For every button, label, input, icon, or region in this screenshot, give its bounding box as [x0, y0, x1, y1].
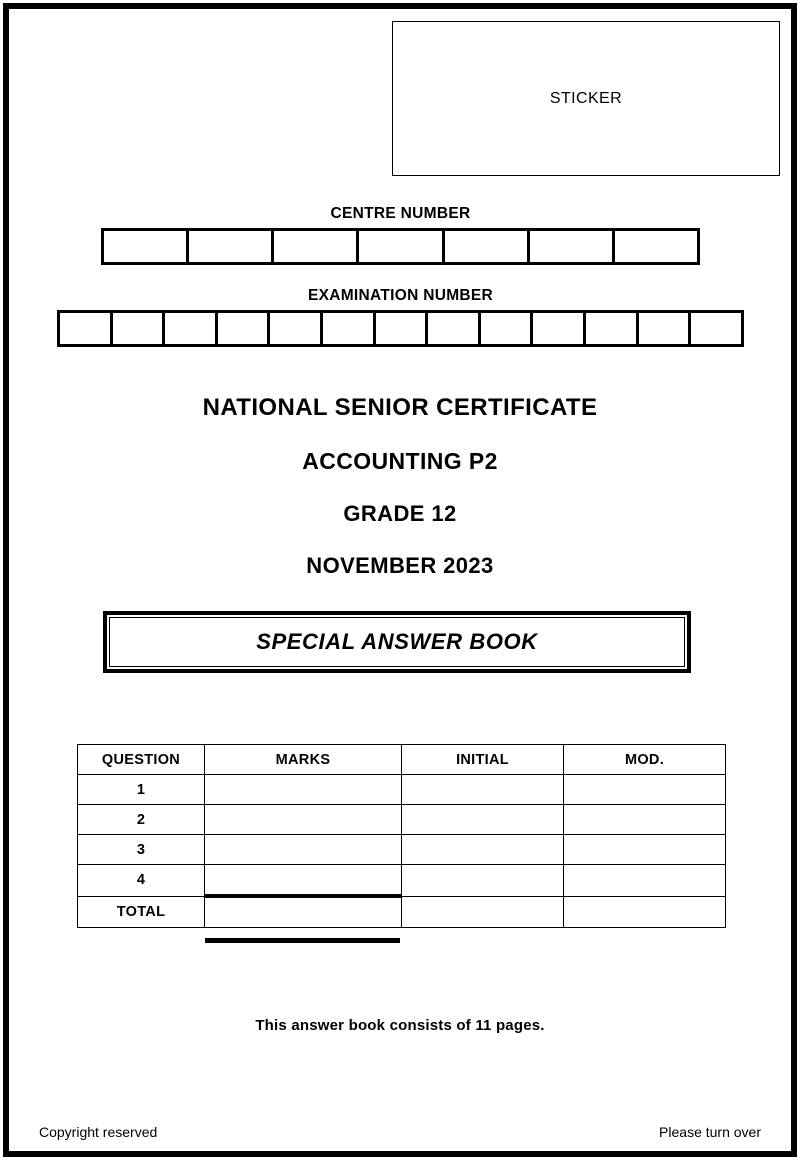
examination-number-cell-4[interactable] [218, 313, 271, 344]
banner-inner-border [109, 617, 685, 667]
total-double-rule [205, 938, 400, 943]
cell-question-2: 2 [78, 805, 205, 835]
certificate-title: NATIONAL SENIOR CERTIFICATE [202, 394, 598, 421]
page-footer [39, 1124, 761, 1140]
table-row [78, 835, 726, 865]
examination-number-cell-13[interactable] [691, 313, 741, 344]
examination-number-cell-1[interactable] [60, 313, 113, 344]
examination-number-cell-2[interactable] [113, 313, 166, 344]
copyright-note: Copyright reserved [39, 1124, 158, 1140]
centre-number-cell-1[interactable] [104, 231, 189, 262]
sticker-label: STICKER [549, 89, 623, 107]
examination-number-cell-6[interactable] [323, 313, 376, 344]
banner-label: SPECIAL ANSWER BOOK [256, 629, 538, 654]
examination-number-block [57, 287, 744, 347]
centre-number-cell-2[interactable] [189, 231, 274, 262]
centre-number-cell-4[interactable] [359, 231, 444, 262]
subject-title: ACCOUNTING P2 [302, 448, 498, 474]
cell-initial-4[interactable] [402, 865, 564, 897]
marks-table-body [78, 775, 726, 928]
table-row [78, 805, 726, 835]
cell-question-1: 1 [78, 775, 205, 805]
centre-number-cell-5[interactable] [445, 231, 530, 262]
centre-number-block [101, 205, 700, 265]
examination-number-cell-5[interactable] [270, 313, 323, 344]
cell-marks-4[interactable] [205, 865, 402, 897]
turn-over-note: Please turn over [659, 1124, 761, 1140]
title-block [9, 394, 791, 579]
centre-number-boxes[interactable] [101, 228, 700, 265]
centre-number-cell-7[interactable] [615, 231, 697, 262]
table-row-total [78, 896, 726, 928]
cell-mod-3[interactable] [564, 835, 726, 865]
cell-question-5: TOTAL [78, 896, 205, 928]
cell-initial-1[interactable] [402, 775, 564, 805]
sticker-box [392, 21, 780, 176]
cell-initial-2[interactable] [402, 805, 564, 835]
cell-marks-3[interactable] [205, 835, 402, 865]
examination-number-label: EXAMINATION NUMBER [307, 287, 494, 304]
page-count-note: This answer book consists of 11 pages. [255, 1017, 545, 1034]
cell-question-4: 4 [78, 865, 205, 897]
cell-mod-4[interactable] [564, 865, 726, 897]
centre-number-cell-3[interactable] [274, 231, 359, 262]
table-header-row [78, 745, 726, 775]
centre-number-cell-6[interactable] [530, 231, 615, 262]
cell-mod-1[interactable] [564, 775, 726, 805]
page-content [9, 9, 791, 1151]
table-row [78, 775, 726, 805]
page-border-frame [3, 3, 797, 1157]
examination-number-cell-10[interactable] [533, 313, 586, 344]
header-mod: MOD. [564, 745, 726, 775]
header-question: QUESTION [78, 745, 205, 775]
examination-number-cell-7[interactable] [376, 313, 429, 344]
table-row [78, 865, 726, 897]
cell-question-3: 3 [78, 835, 205, 865]
special-answer-book-banner [103, 611, 691, 673]
marks-table-wrap [77, 744, 725, 928]
examination-number-cell-11[interactable] [586, 313, 639, 344]
examination-number-cell-12[interactable] [639, 313, 692, 344]
marks-summary-table [77, 744, 726, 928]
header-initial: INITIAL [402, 745, 564, 775]
exam-session-title: NOVEMBER 2023 [306, 553, 494, 578]
cell-marks-2[interactable] [205, 805, 402, 835]
cell-mod-5[interactable] [564, 896, 726, 928]
cell-initial-5[interactable] [402, 896, 564, 928]
cell-marks-5[interactable] [205, 896, 402, 928]
grade-title: GRADE 12 [343, 501, 457, 526]
cell-marks-1[interactable] [205, 775, 402, 805]
examination-number-cell-8[interactable] [428, 313, 481, 344]
examination-number-cell-3[interactable] [165, 313, 218, 344]
cell-mod-2[interactable] [564, 805, 726, 835]
cell-initial-3[interactable] [402, 835, 564, 865]
examination-number-boxes[interactable] [57, 310, 744, 347]
header-marks: MARKS [205, 745, 402, 775]
examination-number-cell-9[interactable] [481, 313, 534, 344]
centre-number-label: CENTRE NUMBER [330, 205, 471, 222]
